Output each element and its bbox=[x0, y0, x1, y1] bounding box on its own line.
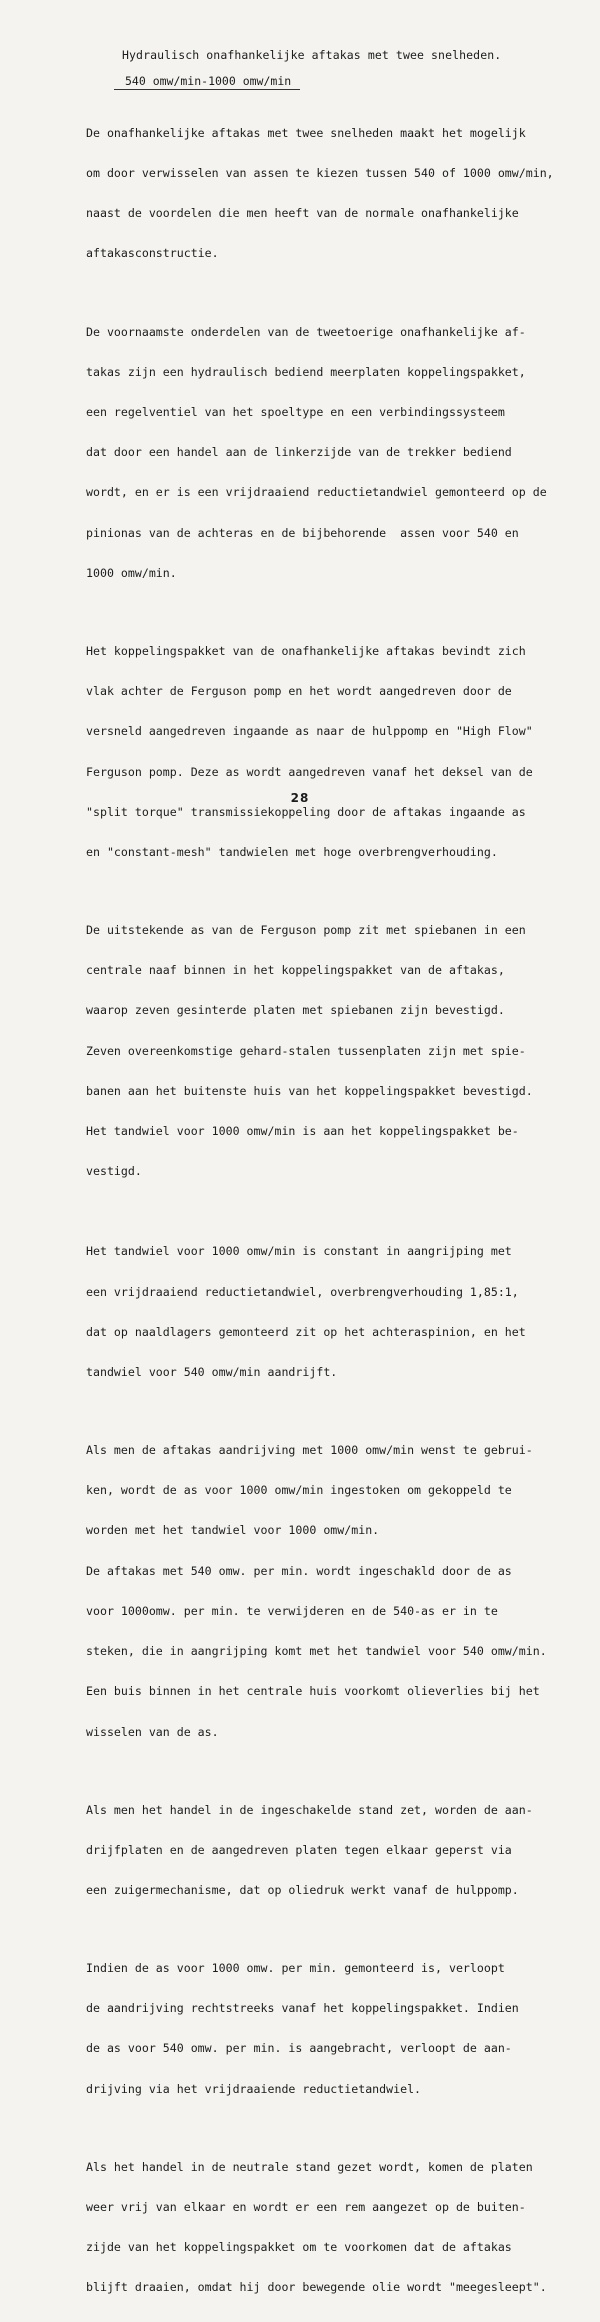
text-line: De voornaamste onderdelen van de tweetoerige onafhankelijke af- bbox=[86, 324, 526, 339]
paragraph bbox=[86, 1777, 586, 1924]
text-line: pinionas van de achteras en de bijbehorende assen voor 540 en bbox=[86, 525, 519, 540]
text-line: naast de voordelen die men heeft van de normale onafhankelijke bbox=[86, 206, 519, 221]
text-line: Het tandwiel voor 1000 omw/min is constant in aangrijping met bbox=[86, 1244, 512, 1259]
text-line: de aandrijving rechtstreeks vanaf het koppelingspakket. Indien bbox=[86, 2001, 519, 2016]
page-number: 28 bbox=[290, 791, 310, 805]
text-line: Ferguson pomp. Deze as wordt aangedreven vanaf het deksel van de bbox=[86, 764, 533, 779]
text-line: Als het handel in de neutrale stand gezet wordt, komen de platen bbox=[86, 2159, 533, 2174]
text-line: ken, wordt de as voor 1000 omw/min ingestoken om gekoppeld te bbox=[86, 1483, 512, 1498]
text-line: Zeven overeenkomstige gehard-stalen tussenplaten zijn met spie- bbox=[86, 1043, 526, 1058]
paragraph bbox=[86, 1219, 586, 1407]
paragraph bbox=[86, 1935, 586, 2123]
text-line: versneld aangedreven ingaande as naar de hulppomp en "High Flow" bbox=[86, 724, 533, 739]
text-line: blijft draaien, omdat hij door bewegende olie wordt "meegesleept". bbox=[86, 2280, 547, 2295]
paragraph bbox=[86, 299, 586, 607]
text-line: De aftakas met 540 omw. per min. wordt ingeschakld door de as bbox=[86, 1563, 512, 1578]
text-line: Indien de as voor 1000 omw. per min. gemonteerd is, verloopt bbox=[86, 1961, 505, 1976]
text-line: vlak achter de Ferguson pomp en het wordt aangedreven door de bbox=[86, 684, 512, 699]
text-line: weer vrij van elkaar en wordt er een rem aangezet op de buiten- bbox=[86, 2199, 526, 2214]
text-line: dat op naaldlagers gemonteerd zit op het achteraspinion, en het bbox=[86, 1324, 526, 1339]
body-text bbox=[86, 100, 586, 2322]
text-line: wordt, en er is een vrijdraaiend reductietandwiel gemonteerd op de bbox=[86, 485, 547, 500]
text-line: een zuigermechanisme, dat op oliedruk werkt vanaf de hulppomp. bbox=[86, 1883, 519, 1897]
text-line: steken, die in aangrijping komt met het tandwiel voor 540 omw/min. bbox=[86, 1644, 547, 1659]
paragraph bbox=[86, 1417, 586, 1766]
text-line: banen aan het buitenste huis van het koppelingspakket bevestigd. bbox=[86, 1083, 533, 1098]
text-line: drijfplaten en de aangedreven platen tegen elkaar geperst via bbox=[86, 1842, 512, 1857]
text-line: wisselen van de as. bbox=[86, 1724, 219, 1739]
text-line: en "constant-mesh" tandwielen met hoge overbrengverhouding. bbox=[86, 844, 498, 859]
text-line: Een buis binnen in het centrale huis voorkomt olieverlies bij het bbox=[86, 1684, 540, 1699]
text-line: dat door een handel aan de linkerzijde van de trekker bediend bbox=[86, 445, 512, 460]
text-line: de as voor 540 omw. per min. is aangebracht, verloopt de aan- bbox=[86, 2041, 512, 2056]
text-line: een regelventiel van het spoeltype en een verbindingssysteem bbox=[86, 404, 505, 419]
page-subtitle: 540 omw/min-1000 omw/min bbox=[125, 74, 292, 88]
paragraph bbox=[86, 100, 586, 288]
text-line: De onafhankelijke aftakas met twee snelheden maakt het mogelijk bbox=[86, 125, 526, 140]
text-line: Als men de aftakas aandrijving met 1000 omw/min wenst te gebrui- bbox=[86, 1443, 533, 1457]
text-line: een vrijdraaiend reductietandwiel, overbrengverhouding 1,85:1, bbox=[86, 1284, 519, 1299]
subtitle-underline bbox=[114, 89, 300, 90]
text-line: Het tandwiel voor 1000 omw/min is aan het koppelingspakket be- bbox=[86, 1124, 519, 1139]
text-line: aftakasconstructie. bbox=[86, 246, 219, 261]
text-line: Als men het handel in de ingeschakelde stand zet, worden de aan- bbox=[86, 1802, 533, 1817]
text-line: worden met het tandwiel voor 1000 omw/min. bbox=[86, 1523, 380, 1538]
text-line: om door verwisselen van assen te kiezen tussen 540 of 1000 omw/min, bbox=[86, 166, 554, 181]
text-line: waarop zeven gesinterde platen met spiebanen zijn bevestigd. bbox=[86, 1003, 505, 1018]
text-line: drijving via het vrijdraaiende reductietandwiel. bbox=[86, 2081, 422, 2096]
text-line: voor 1000omw. per min. te verwijderen en de 540-as er in te bbox=[86, 1603, 498, 1618]
text-line: "split torque" transmissiekoppeling door de aftakas ingaande as bbox=[86, 804, 526, 819]
text-line: tandwiel voor 540 omw/min aandrijft. bbox=[86, 1364, 338, 1379]
paragraph bbox=[86, 618, 586, 886]
paragraph bbox=[86, 897, 586, 1205]
text-line: zijde van het koppelingspakket om te voorkomen dat de aftakas bbox=[86, 2240, 512, 2255]
text-line: vestigd. bbox=[86, 1164, 142, 1179]
text-line: takas zijn een hydraulisch bediend meerplaten koppelingspakket, bbox=[86, 364, 526, 379]
text-line: 1000 omw/min. bbox=[86, 565, 177, 580]
text-line: centrale naaf binnen in het koppelingspakket van de aftakas, bbox=[86, 963, 505, 978]
page-title: Hydraulisch onafhankelijke aftakas met twee snelheden. bbox=[122, 48, 502, 62]
text-line: Het koppelingspakket van de onafhankelijke aftakas bevindt zich bbox=[86, 643, 526, 658]
paragraph bbox=[86, 2134, 586, 2322]
text-line: De uitstekende as van de Ferguson pomp zit met spiebanen in een bbox=[86, 922, 526, 937]
